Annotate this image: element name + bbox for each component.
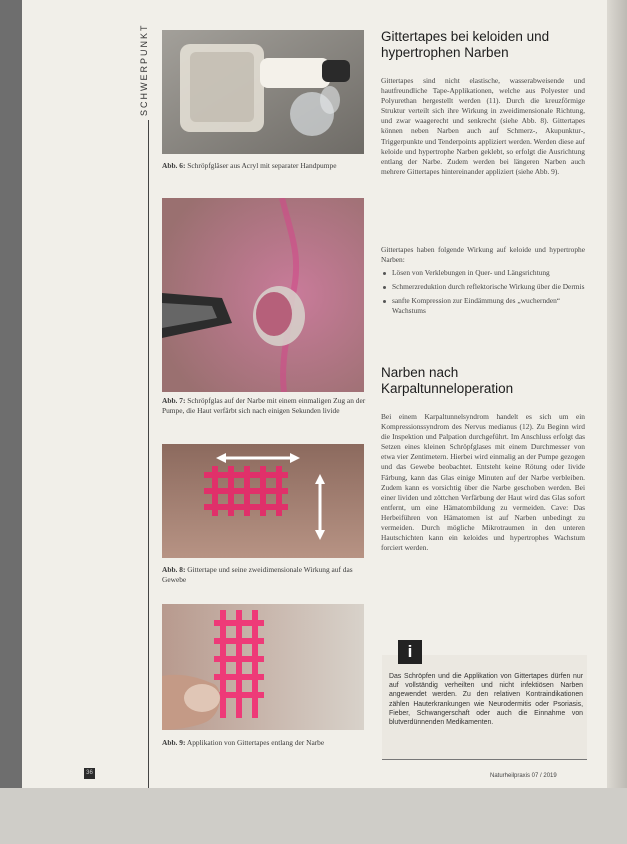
section2-heading: Narben nach Karpaltunneloperation: [381, 365, 514, 396]
section1-heading: Gittertapes bei keloiden und hypertrophen Narben: [381, 29, 550, 60]
figure-9-photo: [162, 604, 364, 730]
section2-paragraph: Bei einem Karpaltunnelsyndrom handelt es sich um ein Kompressionssyndrom des Nervus medianus (12). Zu Beginn wird die Inspektion und Palpation durchgeführt. Im Anschluss erfolgt das Setzen eines kleinen Schröpfglases mit einem Durchmesser von etwa vier Zentimetern. Hierbei wird einmalig an der Pumpe gezogen und das Gewebe beobachtet. Entsteht keine Rötung oder livide Färbung, kann das Glas einige Minuten auf der Narbe verbleiben. Zudem kann es vorsichtig über die Narbe geschoben werden. Bei einer lividen und zöttchen Verfärbung der Haut wird das Glas sofort entfernt, um eine Hämatombildung zu vermeiden. Cave: Das Herbeiführen von Hämatomen ist auf Narben unbedingt zu vermeiden. Durch mögliche Mikrotraumen in den unteren Hautschichten kann ein keloides und hypertrophes Wachstum forciert werden.: [381, 412, 585, 553]
figure-6-caption: Abb. 6: Schröpfgläser aus Acryl mit separater Handpumpe: [162, 161, 337, 170]
section1-intro: Gittertapes haben folgende Wirkung auf keloide und hypertrophe Narben:: [381, 245, 585, 265]
list-item: Schmerzreduktion durch reflektorische Wirkung über die Dermis: [381, 282, 585, 292]
scan-margin: [0, 788, 627, 844]
page-edge: [607, 0, 627, 790]
figure-9-caption: Abb. 9: Applikation von Gittertapes entlang der Narbe: [162, 738, 325, 747]
figure-8-caption: Abb. 8: Gittertape und seine zweidimensionale Wirkung auf das Gewebe: [162, 565, 353, 584]
figure-7-caption: Abb. 7: Schröpfglas auf der Narbe mit einem einmaligen Zug an der Pumpe, die Haut verfärbt sich nach einigen Sekunden livide: [162, 396, 366, 415]
list-item: sanfte Kompression zur Eindämmung des „wuchernden“ Wachstums: [381, 296, 585, 316]
effects-list: [381, 268, 585, 320]
page-number: 36: [84, 768, 95, 779]
figure-6-photo: [162, 30, 364, 154]
list-item: Lösen von Verklebungen in Quer- und Längsrichtung: [381, 268, 585, 278]
figure-8-photo: [162, 444, 364, 558]
section1-paragraph: Gittertapes sind nicht elastische, wasserabweisende und hautfreundliche Tape-Applikationen, welche aus Polyester und Polyurethan hergestellt werden (11). Durch die kreuzförmige Struktur verteilt sich ihre Wirkung in zweidimensionale Richtung, und zwar waagerecht und senkrecht (siehe Abb. 8). Gittertapes können neben Narben auch auf Schmerz-, Akupunktur-, Triggerpunkte und Tenderpoints appliziert werden. Werden diese auf keloide und hypertrophe Narben geklebt, so erfolgt die Ausrichtung entlang der Narbe. Zudem werden bei längeren Narben auch mehrere Gittertapes hintereinander appliziert (siehe Abb. 9).: [381, 76, 585, 176]
side-rule: [148, 120, 149, 788]
footer: Naturheilpraxis 07 / 2019: [490, 773, 557, 779]
figure-7-photo: [162, 198, 364, 392]
info-icon: i: [398, 640, 422, 664]
info-text: Das Schröpfen und die Applikation von Gittertapes dürfen nur auf vollständig verheilten und nicht infektiösen Narben angewendet werden. Zu den relativen Kontraindikationen zählen Hauterkrankungen wie Neurodermitis oder Psoriasis, Fieber, Schwangerschaft oder auch die Einnahme von blutverdünnenden Medikamenten.: [389, 673, 583, 727]
section-label: SCHWERPUNKT: [139, 23, 149, 117]
